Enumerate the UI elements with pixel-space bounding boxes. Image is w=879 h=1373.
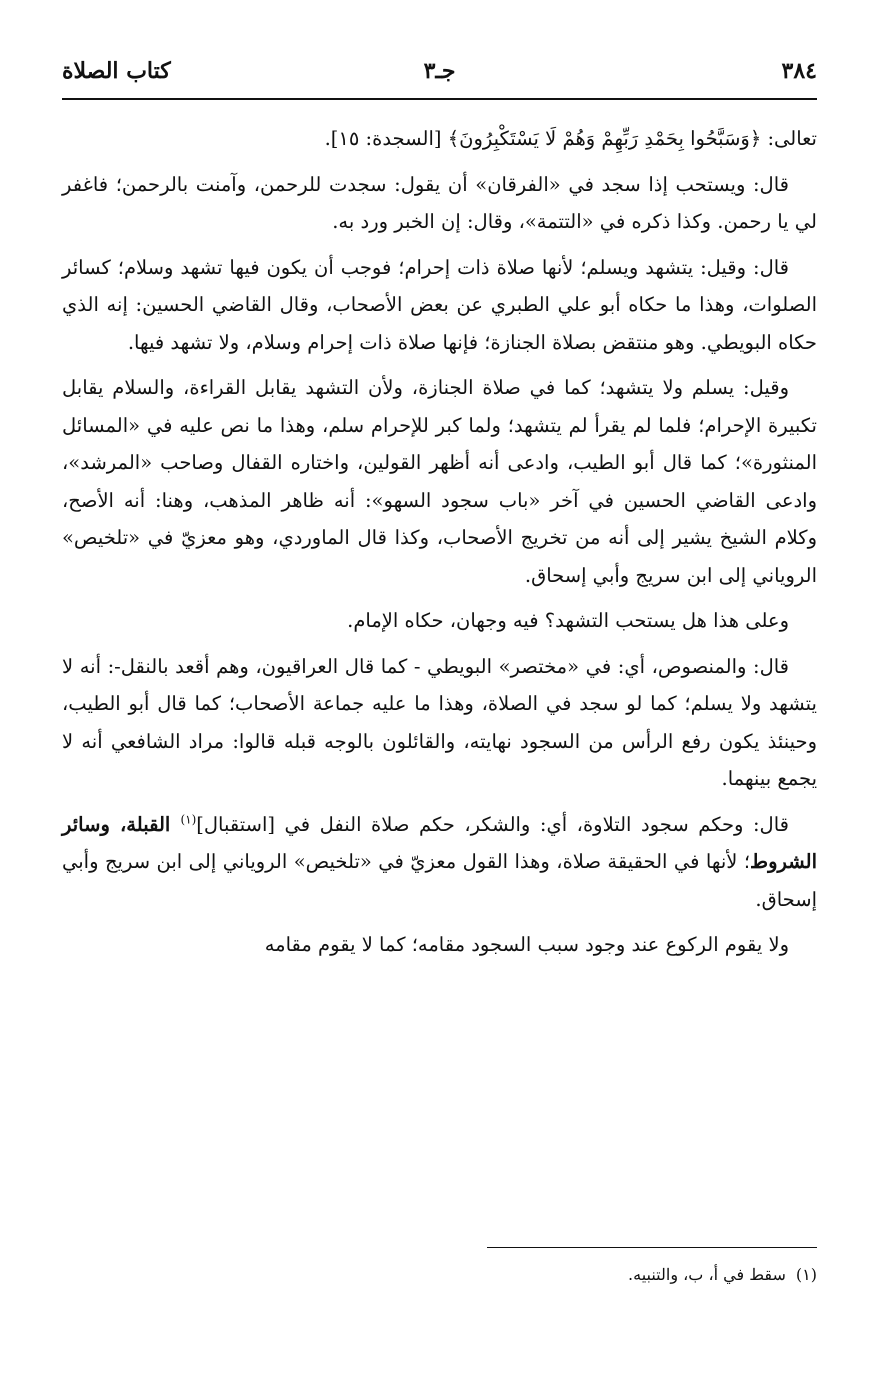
footnote-item: [62, 1262, 817, 1288]
paragraph: [62, 806, 817, 919]
text-segment: ؛ لأنها في الحقيقة صلاة، وهذا القول معزيّ في «تلخيص» الروياني إلى ابن سريج وأبي إسحاق.: [62, 850, 817, 911]
footnote-marker: (١): [180, 812, 197, 826]
paragraph: [62, 369, 817, 594]
footnotes: [62, 1262, 817, 1288]
paragraph: [62, 602, 817, 640]
footnote-number: (١): [795, 1265, 817, 1284]
text-segment: تعالى: ﴿وَسَبَّحُوا بِحَمْدِ رَبِّهِمْ وَهُمْ لَا يَسْتَكْبِرُونَ﴾ [السجدة: ١٥].: [324, 127, 817, 150]
text-segment: القبلة، وسائر الشروط: [62, 812, 817, 873]
footnote-text: سقط في أ، ب، والتنبيه.: [628, 1265, 786, 1284]
text-segment: ولا يقوم الركوع عند وجود سبب السجود مقامه؛ كما لا يقوم مقامه: [264, 933, 789, 956]
paragraph: [62, 166, 817, 241]
text-segment: قال: والمنصوص، أي: في «مختصر» البويطي - كما قال العراقيون، وهم أقعد بالنقل-: أنه لا يتشهد ولا يسلم؛ كما لو سجد في الصلاة، وهذا ما عليه جماعة الأصحاب؛ كما قال أبو الطيب، وحينئذ يكون رفع الرأس من السجود نهايته، والقائلون بالوجه قبله قالوا: مراد الشافعي أنه لا يجمع بينهما.: [62, 654, 817, 790]
volume-label: جـ٣: [423, 58, 456, 84]
text-segment: قال: وحكم سجود التلاوة، أي: والشكر، حكم صلاة النفل في [استقبال]: [196, 812, 789, 836]
running-header: [62, 54, 817, 100]
paragraph: [62, 120, 817, 158]
text-segment: قال: ويستحب إذا سجد في «الفرقان» أن يقول: سجدت للرحمن، وآمنت بالرحمن؛ فاغفر لي يا رحمن. وكذا ذكره في «التتمة»، وقال: إن الخبر ورد به.: [62, 172, 817, 233]
text-segment: وقيل: يسلم ولا يتشهد؛ كما في صلاة الجنازة، ولأن التشهد يقابل القراءة، والسلام يقابل تكبيرة الإحرام؛ فلما لم يقرأ لم يتشهد؛ ولما كبر للإحرام سلم، وهذا ما نص عليه في «المسائل المنثورة»؛ كما قال أبو الطيب، وادعى أنه أظهر القولين، واختاره القفال وصاحب «المرشد»، وادعى القاضي الحسين في آخر «باب سجود السهو»: أنه ظاهر المذهب، وهنا: أنه الأصح، وكلام الشيخ يشير إلى أنه من تخريج الأصحاب، وكذا قال الماوردي، وهو معزيّ في «تلخيص» الروياني إلى ابن سريج وأبي إسحاق.: [62, 376, 817, 587]
paragraph: [62, 926, 817, 964]
book-title: كتاب الصلاة: [62, 58, 171, 84]
text-segment: قال: وقيل: يتشهد ويسلم؛ لأنها صلاة ذات إحرام؛ فوجب أن يكون فيها تشهد وسلام؛ كسائر الصلوات، وهذا ما حكاه أبو علي الطبري عن بعض الأصحاب، وقال القاضي الحسين: إنه الذي حكاه البويطي. وهو منتقض بصلاة الجنازة؛ فإنها صلاة ذات إحرام وسلام، ولا تشهد فيها.: [62, 255, 817, 354]
paragraph: [62, 648, 817, 798]
footnote-divider: [487, 1247, 817, 1248]
paragraph: [62, 249, 817, 362]
page-number: ٣٨٤: [781, 58, 817, 84]
main-text: [62, 120, 817, 972]
text-segment: وعلى هذا هل يستحب التشهد؟ فيه وجهان، حكاه الإمام.: [347, 609, 789, 632]
